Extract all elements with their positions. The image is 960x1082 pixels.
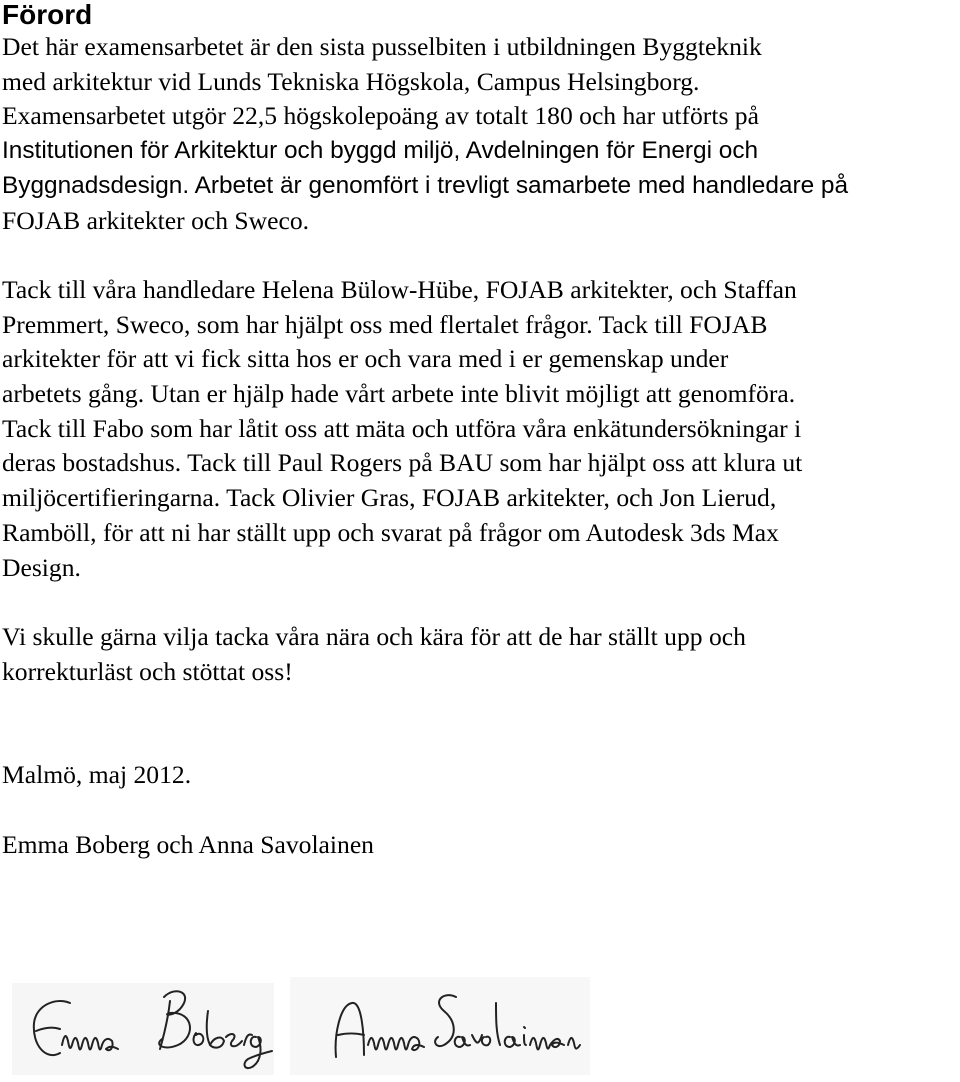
intro-line: med arkitektur vid Lunds Tekniska Högskola, Campus Helsingborg. — [2, 66, 700, 96]
document-page — [2, 0, 958, 862]
thanks-paragraph — [2, 273, 958, 585]
thanks-line: Premmert, Sweco, som har hjälpt oss med flertalet frågor. Tack till FOJAB — [2, 309, 768, 339]
thanks-line: arbetets gång. Utan er hjälp hade vårt arbete inte blivit möjligt att genomföra. — [2, 379, 796, 409]
family-line: korrekturläst och stöttat oss! — [2, 656, 293, 686]
thanks-line: arkitekter för att vi fick sitta hos er och vara med i er gemenskap under — [2, 344, 729, 374]
intro-line: FOJAB arkitekter och Sweco. — [2, 205, 310, 235]
signature-background-right — [290, 977, 590, 1075]
intro-paragraph — [2, 30, 958, 238]
thanks-line: Design. — [2, 552, 81, 582]
intro-line: Byggnadsdesign. Arbetet är genomfört i trevligt samarbete med handledare på — [2, 171, 849, 199]
paragraph-spacer — [2, 793, 958, 828]
thanks-line: deras bostadshus. Tack till Paul Rogers på BAU som har hjälpt oss att klura ut — [2, 448, 803, 478]
paragraph-spacer — [2, 585, 958, 620]
thanks-line: Tack till Fabo som har låtit oss att mäta och utföra våra enkätundersökningar i — [2, 413, 802, 443]
thanks-line: Ramböll, för att ni har ställt upp och svarat på frågor om Autodesk 3ds Max — [2, 517, 779, 547]
place-date: Malmö, maj 2012. — [2, 760, 192, 790]
intro-line: Examensarbetet utgör 22,5 högskolepoäng av totalt 180 och har utförts på — [2, 101, 759, 131]
intro-line: Institutionen för Arkitektur och byggd miljö, Avdelningen för Energi och — [2, 137, 759, 165]
signature-background-left — [12, 983, 274, 1075]
family-paragraph — [2, 620, 958, 689]
paragraph-spacer — [2, 238, 958, 273]
author-names: Emma Boberg och Anna Savolainen — [2, 829, 374, 859]
handwritten-signatures — [12, 975, 592, 1075]
paragraph-spacer — [2, 689, 958, 758]
intro-line: Det här examensarbetet är den sista pusselbiten i utbildningen Byggteknik — [2, 32, 762, 61]
family-line: Vi skulle gärna vilja tacka våra nära och kära för att de har ställt upp och — [2, 621, 746, 651]
page-title: Förord — [2, 0, 93, 30]
thanks-line: miljöcertifieringarna. Tack Olivier Gras, FOJAB arkitekter, och Jon Lierud, — [2, 483, 777, 513]
thanks-line: Tack till våra handledare Helena Bülow-Hübe, FOJAB arkitekter, och Staffan — [2, 274, 797, 304]
